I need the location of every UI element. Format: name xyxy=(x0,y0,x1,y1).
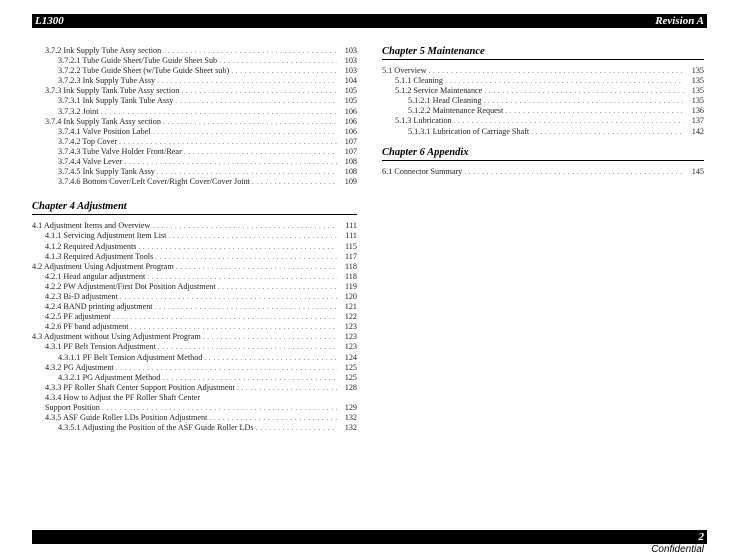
dot-leader xyxy=(184,147,337,157)
dot-leader xyxy=(162,373,337,383)
toc-entry[interactable] xyxy=(32,76,357,86)
toc-entry-page: 117 xyxy=(345,251,357,261)
dot-leader xyxy=(138,242,337,252)
toc-entry-page: 122 xyxy=(344,312,357,322)
revision-label: Revision A xyxy=(655,15,704,27)
toc-entry-title: 4.3.1.1 PF Belt Tension Adjustment Method xyxy=(58,352,203,362)
dot-leader xyxy=(153,127,337,137)
toc-entry-page: 125 xyxy=(344,372,357,382)
toc-entry-title: 3.7.4.2 Top Cover xyxy=(58,136,118,146)
toc-entry-page: 111 xyxy=(345,231,357,241)
dot-leader xyxy=(130,322,337,332)
toc-entry-page: 103 xyxy=(344,66,357,76)
toc-entry[interactable] xyxy=(32,107,357,117)
toc-entry-page: 120 xyxy=(344,291,357,301)
toc-entry-page: 115 xyxy=(345,241,357,251)
dot-leader xyxy=(163,46,337,56)
toc-entry-title: 3.7.2.3 Ink Supply Tube Assy xyxy=(58,76,156,86)
toc-entry-page: 145 xyxy=(691,166,704,176)
dot-leader xyxy=(454,116,684,126)
toc-entry[interactable] xyxy=(32,56,357,66)
toc-entry-page: 109 xyxy=(344,177,357,187)
dot-leader xyxy=(505,106,684,116)
dot-leader xyxy=(237,383,337,393)
toc-left-column xyxy=(32,46,357,433)
confidential-label: Confidential xyxy=(651,544,704,555)
toc-entry-page: 132 xyxy=(344,423,357,433)
dot-leader xyxy=(484,86,684,96)
toc-entry[interactable] xyxy=(32,312,357,322)
toc-entry[interactable] xyxy=(32,322,357,332)
dot-leader xyxy=(181,86,337,96)
toc-entry-page: 129 xyxy=(344,403,357,412)
dot-leader xyxy=(116,363,337,373)
page-number: 2 xyxy=(698,531,704,543)
toc-entry-page: 123 xyxy=(344,332,357,342)
toc-entry-title: 4.1.3 Required Adjustment Tools xyxy=(45,251,154,261)
toc-entry[interactable] xyxy=(32,252,357,262)
dot-leader xyxy=(203,332,337,342)
toc-entry[interactable] xyxy=(32,353,357,363)
chapter6-list xyxy=(382,167,704,177)
toc-entry-page: 118 xyxy=(345,271,357,281)
toc-entry-title: 3.7.4.4 Valve Lever xyxy=(58,157,123,167)
toc-entry[interactable] xyxy=(382,86,704,96)
toc-entry[interactable] xyxy=(32,177,357,187)
toc-entry-page: 135 xyxy=(691,66,704,75)
toc-entry-title: 3.7.4.1 Valve Position Label xyxy=(58,126,151,136)
toc-entry[interactable] xyxy=(32,302,357,312)
toc-entry-page: 105 xyxy=(344,86,357,96)
toc-entry[interactable] xyxy=(32,137,357,147)
dot-leader xyxy=(175,96,337,106)
dot-leader xyxy=(102,403,337,413)
toc-entry[interactable] xyxy=(32,262,357,272)
toc-entry[interactable] xyxy=(32,117,357,127)
toc-entry-title: 4.2.6 PF band adjustment xyxy=(45,322,129,332)
toc-entry-title: 3.7.4 Ink Supply Tank Assy section xyxy=(45,116,161,126)
dot-leader xyxy=(155,252,337,262)
dot-leader xyxy=(158,342,337,352)
dot-leader xyxy=(124,157,337,167)
toc-entry-page: 121 xyxy=(344,302,357,312)
toc-entry-page: 128 xyxy=(344,382,357,392)
chapter4-title: Chapter 4 Adjustment xyxy=(32,201,357,215)
toc-entry[interactable] xyxy=(32,363,357,373)
toc-entry[interactable] xyxy=(32,423,357,433)
toc-entry[interactable] xyxy=(382,96,704,106)
toc-entry-page: 142 xyxy=(691,126,704,136)
toc-entry-page: 132 xyxy=(344,413,357,423)
toc-entry-page: 119 xyxy=(345,281,357,291)
toc-entry-title: 4.1 Adjustment Items and Overview xyxy=(32,221,151,231)
toc-entry[interactable] xyxy=(382,116,704,126)
toc-entry-title: 4.2.5 PF adjustment xyxy=(45,312,111,322)
toc-entry-page: 107 xyxy=(344,146,357,156)
dot-leader xyxy=(155,302,337,312)
dot-leader xyxy=(219,56,337,66)
toc-entry-page: 137 xyxy=(691,116,704,126)
toc-entry[interactable] xyxy=(32,373,357,383)
toc-entry-title: 4.2.4 BAND printing adjustment xyxy=(45,302,153,312)
toc-entry-title: 5.1 Overview xyxy=(382,66,427,75)
toc-entry-page: 106 xyxy=(344,116,357,126)
toc-entry-title: 4.1.2 Required Adjustments xyxy=(45,241,137,251)
doc-id: L1300 xyxy=(35,15,64,27)
toc-entry-title: 4.3 Adjustment without Using Adjustment Program xyxy=(32,332,201,342)
dot-leader xyxy=(147,272,337,282)
toc-entry[interactable] xyxy=(32,147,357,157)
footer-bar xyxy=(32,530,707,544)
toc-entry[interactable] xyxy=(32,96,357,106)
toc-entry-page: 124 xyxy=(344,352,357,362)
dot-leader xyxy=(483,96,684,106)
toc-entry-title: 3.7.4.5 Ink Supply Tank Assy xyxy=(58,167,155,177)
toc-entry-title: 4.2.2 PW Adjustment/First Dot Position Adjustment xyxy=(45,281,216,291)
toc-entry-page: 136 xyxy=(691,106,704,116)
toc-entry-title: 4.3.5 ASF Guide Roller LDs Position Adjustment xyxy=(45,413,208,423)
toc-entry[interactable] xyxy=(32,86,357,96)
dot-leader xyxy=(168,231,337,241)
toc-entry[interactable] xyxy=(32,46,357,56)
toc-entry-title: 6.1 Connector Summary xyxy=(382,166,463,176)
chapter6-title: Chapter 6 Appendix xyxy=(382,147,704,161)
dot-leader xyxy=(429,66,684,76)
toc-entry-title: 4.2.3 Bi-D adjustment xyxy=(45,291,118,301)
toc-entry-title: 3.7.4.3 Tube Valve Holder Front/Rear xyxy=(58,146,182,156)
toc-entry-title: 4.3.3 PF Roller Shaft Center Support Position Adjustment xyxy=(45,382,235,392)
toc-entry-page: 135 xyxy=(691,76,704,86)
dot-leader xyxy=(119,137,337,147)
toc-entry-title: 4.3.4 How to Adjust the PF Roller Shaft Center xyxy=(45,392,201,402)
toc-entry[interactable] xyxy=(32,167,357,177)
toc-entry-page: 106 xyxy=(344,126,357,136)
dot-leader xyxy=(231,66,337,76)
toc-entry-page: 125 xyxy=(344,362,357,372)
toc-entry[interactable] xyxy=(382,127,704,137)
toc-entry-page: 135 xyxy=(691,86,704,96)
toc-entry-title: 3.7.4.6 Bottom Cover/Left Cover/Right Cover/Cover Joint xyxy=(58,177,250,187)
toc-entry-page: 103 xyxy=(344,46,357,55)
toc-entry[interactable] xyxy=(382,106,704,116)
toc-entry-title: 5.1.1 Cleaning xyxy=(395,76,443,86)
dot-leader xyxy=(445,76,684,86)
toc-entry-title: Support Position xyxy=(45,403,100,412)
dot-leader xyxy=(157,167,337,177)
toc-entry[interactable] xyxy=(32,157,357,167)
dot-leader xyxy=(101,107,338,117)
dot-leader xyxy=(209,413,337,423)
toc-entry[interactable] xyxy=(32,413,357,423)
toc-entry-page: 103 xyxy=(344,56,357,66)
toc-entry-title: 4.2.1 Head angular adjustment xyxy=(45,271,146,281)
chapter5-title: Chapter 5 Maintenance xyxy=(382,46,704,60)
dot-leader xyxy=(113,312,337,322)
toc-entry-page: 123 xyxy=(344,322,357,332)
dot-leader xyxy=(256,423,337,433)
toc-continued-list xyxy=(32,46,357,187)
toc-entry[interactable] xyxy=(382,66,704,76)
toc-entry-title: 4.3.5.1 Adjusting the Position of the ASF Guide Roller LDs xyxy=(58,423,254,433)
toc-entry-page: 123 xyxy=(344,342,357,352)
toc-entry-title: 3.7.2.2 Tube Guide Sheet (w/Tube Guide Sheet sub) xyxy=(58,66,230,76)
toc-entry-title: 4.3.1 PF Belt Tension Adjustment xyxy=(45,342,156,352)
toc-entry-title: 4.3.2.1 PG Adjustment Method xyxy=(58,372,161,382)
toc-entry-title: 3.7.3 Ink Supply Tank Tube Assy section xyxy=(45,86,180,96)
toc-entry[interactable] xyxy=(32,403,357,413)
toc-entry-page: 135 xyxy=(691,96,704,106)
toc-entry[interactable] xyxy=(32,272,357,282)
toc-entry-page: 107 xyxy=(344,136,357,146)
toc-entry-title: 4.1.1 Servicing Adjustment Item List xyxy=(45,231,167,241)
toc-entry-page: 118 xyxy=(345,261,357,271)
dot-leader xyxy=(218,282,337,292)
toc-entry[interactable] xyxy=(32,282,357,292)
toc-right-column xyxy=(382,46,704,177)
toc-entry-page: 108 xyxy=(344,167,357,177)
toc-entry[interactable] xyxy=(32,66,357,76)
toc-entry-title: 4.3.2 PG Adjustment xyxy=(45,362,114,372)
toc-entry[interactable] xyxy=(32,342,357,352)
dot-leader xyxy=(157,76,337,86)
toc-entry-title: 3.7.3.2 Joint xyxy=(58,106,99,116)
dot-leader xyxy=(531,127,684,137)
dot-leader xyxy=(176,262,337,272)
toc-entry[interactable] xyxy=(32,231,357,241)
toc-entry-title: 3.7.3.1 Ink Supply Tank Tube Assy xyxy=(58,96,174,106)
toc-entry[interactable] xyxy=(382,167,704,177)
toc-entry-page: 108 xyxy=(344,157,357,167)
toc-entry[interactable] xyxy=(32,242,357,252)
toc-entry[interactable] xyxy=(32,127,357,137)
toc-entry-title: 5.1.2.1 Head Cleaning xyxy=(408,96,482,106)
toc-entry[interactable] xyxy=(32,332,357,342)
toc-entry[interactable] xyxy=(32,292,357,302)
chapter5-list xyxy=(382,66,704,137)
chapter4-list xyxy=(32,221,357,433)
dot-leader xyxy=(152,221,337,231)
dot-leader xyxy=(464,167,684,177)
toc-entry[interactable] xyxy=(382,76,704,86)
toc-entry-title: 3.7.2 Ink Supply Tube Assy section xyxy=(45,46,162,55)
dot-leader xyxy=(120,292,337,302)
toc-entry-title: 5.1.2.2 Maintenance Request xyxy=(408,106,504,116)
header-bar xyxy=(32,14,707,28)
toc-entry-title: 5.1.2 Service Maintenance xyxy=(395,86,483,96)
dot-leader xyxy=(204,353,337,363)
dot-leader xyxy=(252,177,337,187)
toc-entry-page: 106 xyxy=(344,106,357,116)
toc-entry-title: 3.7.2.1 Tube Guide Sheet/Tube Guide Sheet Sub xyxy=(58,56,218,66)
toc-entry-title: 5.1.3.1 Lubrication of Carriage Shaft xyxy=(408,126,530,136)
toc-entry[interactable] xyxy=(32,221,357,231)
toc-entry-page: 111 xyxy=(345,221,357,231)
toc-entry[interactable] xyxy=(32,393,357,403)
dot-leader xyxy=(163,117,337,127)
toc-entry-title: 4.2 Adjustment Using Adjustment Program xyxy=(32,261,174,271)
toc-entry-page: 105 xyxy=(344,96,357,106)
toc-entry-title: 5.1.3 Lubrication xyxy=(395,116,452,126)
toc-entry[interactable] xyxy=(32,383,357,393)
toc-entry-page: 104 xyxy=(344,76,357,86)
